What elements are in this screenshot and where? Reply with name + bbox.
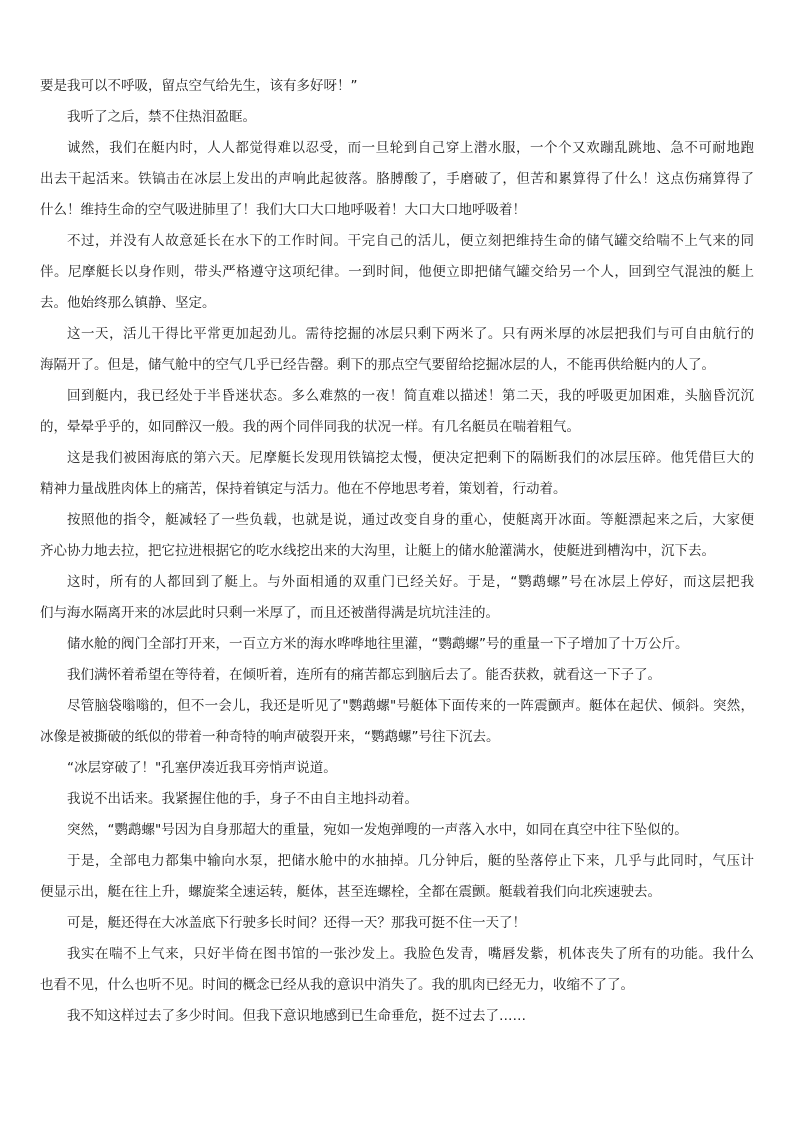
text-line: 储水舱的阀门全部打开来，一百立方米的海水哗哗地往里灌，“鹦鹉螺”号的重量一下子增加了十万公斤。 [67, 636, 689, 652]
text-line: 诚然，我们在艇内时，人人都觉得难以忍受，而一旦轮到自己穿上潜水服，一个个又欢蹦乱跳地、急不可耐地跑 [67, 140, 754, 156]
text-line: 我们满怀着希望在等待着，在倾听着，连所有的痛苦都忘到脑后去了。能否获救，就看这一下子了。 [67, 667, 661, 683]
text-line: 按照他的指令，艇减轻了一些负载，也就是说，通过改变自身的重心，使艇离开冰面。等艇漂起来之后，大家便 [67, 512, 754, 528]
text-line: 出去干起活来。铁镐击在冰层上发出的声响此起彼落。胳膊酸了，手磨破了，但苦和累算得了什么！这点伤痛算得了 [40, 171, 754, 187]
text-line: 冰像是被撕破的纸似的带着一种奇特的响声破裂开来，“鹦鹉螺”号往下沉去。 [40, 729, 500, 745]
text-line: 不过，并没有人故意延长在水下的工作时间。干完自己的活儿，便立刻把维持生命的储气罐交给喘不上气来的同 [67, 233, 754, 249]
text-line: 于是，全部电力都集中输向水泵，把储水舱中的水抽掉。几分钟后，艇的坠落停止下来，几乎与此同时，气压计 [67, 853, 754, 869]
text-line: 便显示出，艇在往上升，螺旋桨全速运转，艇体，甚至连螺栓，全都在震颤。艇载着我们向北疾速驶去。 [40, 884, 661, 900]
text-line: 这时，所有的人都回到了艇上。与外面相通的双重门已经关好。于是，“鹦鹉螺”号在冰层上停好，而这层把我 [67, 574, 754, 590]
text-line: 回到艇内，我已经处于半昏迷状态。多么难熬的一夜！简直难以描述！第二天，我的呼吸更加困难，头脑昏沉沉 [67, 388, 754, 404]
text-line: 精神力量战胜肉体上的痛苦，保持着镇定与活力。他在不停地思考着，策划着，行动着。 [40, 481, 567, 497]
text-line: 这是我们被困海底的第六天。尼摩艇长发现用铁镐挖太慢，便决定把剩下的隔断我们的冰层压碎。他凭借巨大的 [67, 450, 754, 466]
text-line: 突然，“鹦鹉螺"号因为自身那超大的重量，宛如一发炮弹嗖的一声落入水中，如同在真空中往下坠似的。 [67, 822, 688, 838]
text-line: 的，晕晕乎乎的，如同醉汉一般。我的两个同伴同我的状况一样。有几名艇员在喘着粗气。 [40, 419, 580, 435]
text-line: 海隔开了。但是，储气舱中的空气几乎已经告罄。剩下的那点空气要留给挖掘冰层的人，不能再供给艇内的人了。 [40, 357, 715, 373]
text-line: 这一天，活儿干得比平常更加起劲儿。需待挖掘的冰层只剩下两米了。只有两米厚的冰层把我们与可自由航行的 [67, 326, 754, 342]
text-line: 去。他始终那么镇静、坚定。 [40, 295, 216, 311]
text-line: 们与海水隔离开来的冰层此时只剩一米厚了，而且还被凿得满是坑坑洼洼的。 [40, 605, 499, 621]
text-line: 我不知这样过去了多少时间。但我下意识地感到已生命垂危，挺不过去了…… [67, 1008, 526, 1024]
text-line: 我说不出话来。我紧握住他的手，身子不由自主地抖动着。 [67, 791, 418, 807]
text-line: 齐心协力地去拉，把它拉进根据它的吃水线挖出来的大沟里，让艇上的储水舱灌满水，使艇进到槽沟中，沉下去。 [40, 543, 715, 559]
text-line: 我听了之后，禁不住热泪盈眶。 [67, 109, 256, 125]
text-line: “冰层穿破了！"孔塞伊凑近我耳旁悄声说道。 [67, 760, 337, 776]
text-line: 也看不见，什么也听不见。时间的概念已经从我的意识中消失了。我的肌肉已经无力，收缩不了了。 [40, 977, 634, 993]
text-line: 可是，艇还得在大冰盖底下行驶多长时间？还得一天？那我可挺不住一天了！ [67, 915, 526, 931]
text-line: 要是我可以不呼吸，留点空气给先生，该有多好呀！” [40, 78, 358, 94]
text-line: 尽管脑袋嗡嗡的，但不一会儿，我还是听见了"鹦鹉螺"号艇体下面传来的一阵震颤声。艇体在起伏、倾斜。突然， [67, 698, 754, 714]
text-line: 我实在喘不上气来，只好半倚在图书馆的一张沙发上。我脸色发青，嘴唇发紫，机体丧失了所有的功能。我什么 [67, 946, 754, 962]
text-line: 什么！维持生命的空气吸进肺里了！我们大口大口地呼吸着！大口大口地呼吸着！ [40, 202, 526, 218]
text-line: 伴。尼摩艇长以身作则，带头严格遵守这项纪律。一到时间，他便立即把储气罐交给另一个人，回到空气混浊的艇上 [40, 264, 754, 280]
